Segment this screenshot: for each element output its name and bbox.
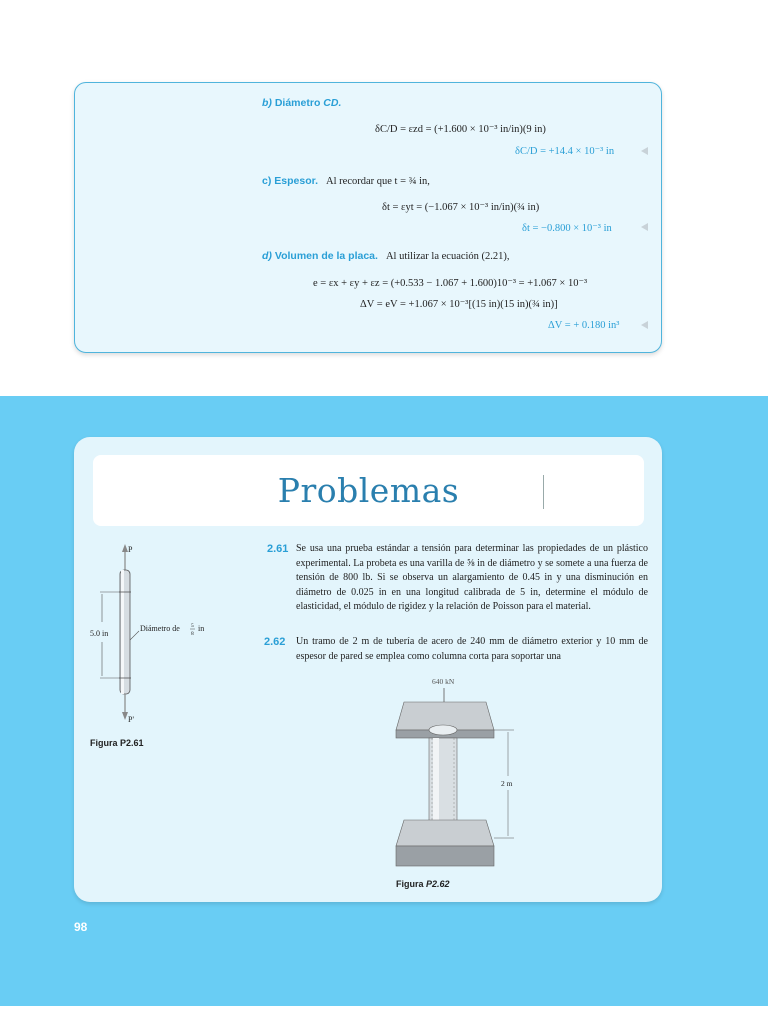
result-arrow-icon [641,321,648,329]
result-arrow-icon [641,147,648,155]
page-title: Problemas [277,471,460,510]
heading-c: c) Espesor. Al recordar que t = ¾ in, [262,175,430,187]
force-label-bottom: P' [128,715,134,724]
result-b: δC/D = +14.4 × 10⁻³ in [515,146,615,157]
heading-d: d) Volumen de la placa. Al utilizar la ecuación (2.21), [262,250,510,262]
problems-title-box [93,455,644,526]
force-label-top: P [128,545,133,554]
bottom-plate [396,820,494,846]
problem-number-2-61: 2.61 [267,543,289,555]
diameter-denominator: 8 [191,631,194,637]
result-arrow-icon [641,223,648,231]
figure-caption-p2-62: Figura P2.62 [396,879,450,889]
diameter-numerator: 5 [191,623,194,629]
equation-b1: δC/D = εzd = (+1.600 × 10⁻³ in/in)(9 in) [375,124,546,135]
load-label: 640 kN [432,677,455,686]
result-d: ΔV = + 0.180 in³ [548,320,620,331]
result-c: δt = −0.800 × 10⁻³ in [522,223,612,234]
equation-d2: ΔV = eV = +1.067 × 10⁻³[(15 in)(15 in)(¾ in)] [360,299,558,310]
figure-caption-p2-61: Figura P2.61 [90,738,144,748]
text-cursor [543,475,544,509]
heading-b: b) Diámetro CD. [262,97,342,109]
diameter-unit: in [198,624,205,633]
figure-p2-62 [392,672,532,872]
figure-p2-61 [84,540,234,730]
equation-c1: δt = εyt = (−1.067 × 10⁻³ in/in)(¾ in) [382,202,540,213]
page-number: 98 [74,920,88,934]
problem-text-2-61: Se usa una prueba estándar a tensión para determinar las propiedades de un plástico experimental. La probeta es una varilla de ⅝ in de diámetro y se somete a una fuerza de tensión de 800 lb. Si se observa un alargamiento de 0.45 in y una disminución en diámetro de 0.025 in en una longitud calibrada de 5 in, determine el módulo de elasticidad, el módulo de rigidez y la relación de Poisson para el material. [296,543,648,613]
problem-number-2-62: 2.62 [264,636,286,648]
length-label: 5.0 in [90,629,109,638]
problem-text-2-62: Un tramo de 2 m de tubería de acero de 240 mm de diámetro exterior y 10 mm de espesor de pared se emplea como columna corta para soportar una [296,636,648,662]
diameter-label: Diámetro de [140,624,180,633]
equation-d1: e = εx + εy + εz = (+0.533 − 1.067 + 1.600)10⁻³ = +1.067 × 10⁻³ [313,278,588,289]
height-label: 2 m [501,779,513,788]
solution-box [74,82,662,353]
